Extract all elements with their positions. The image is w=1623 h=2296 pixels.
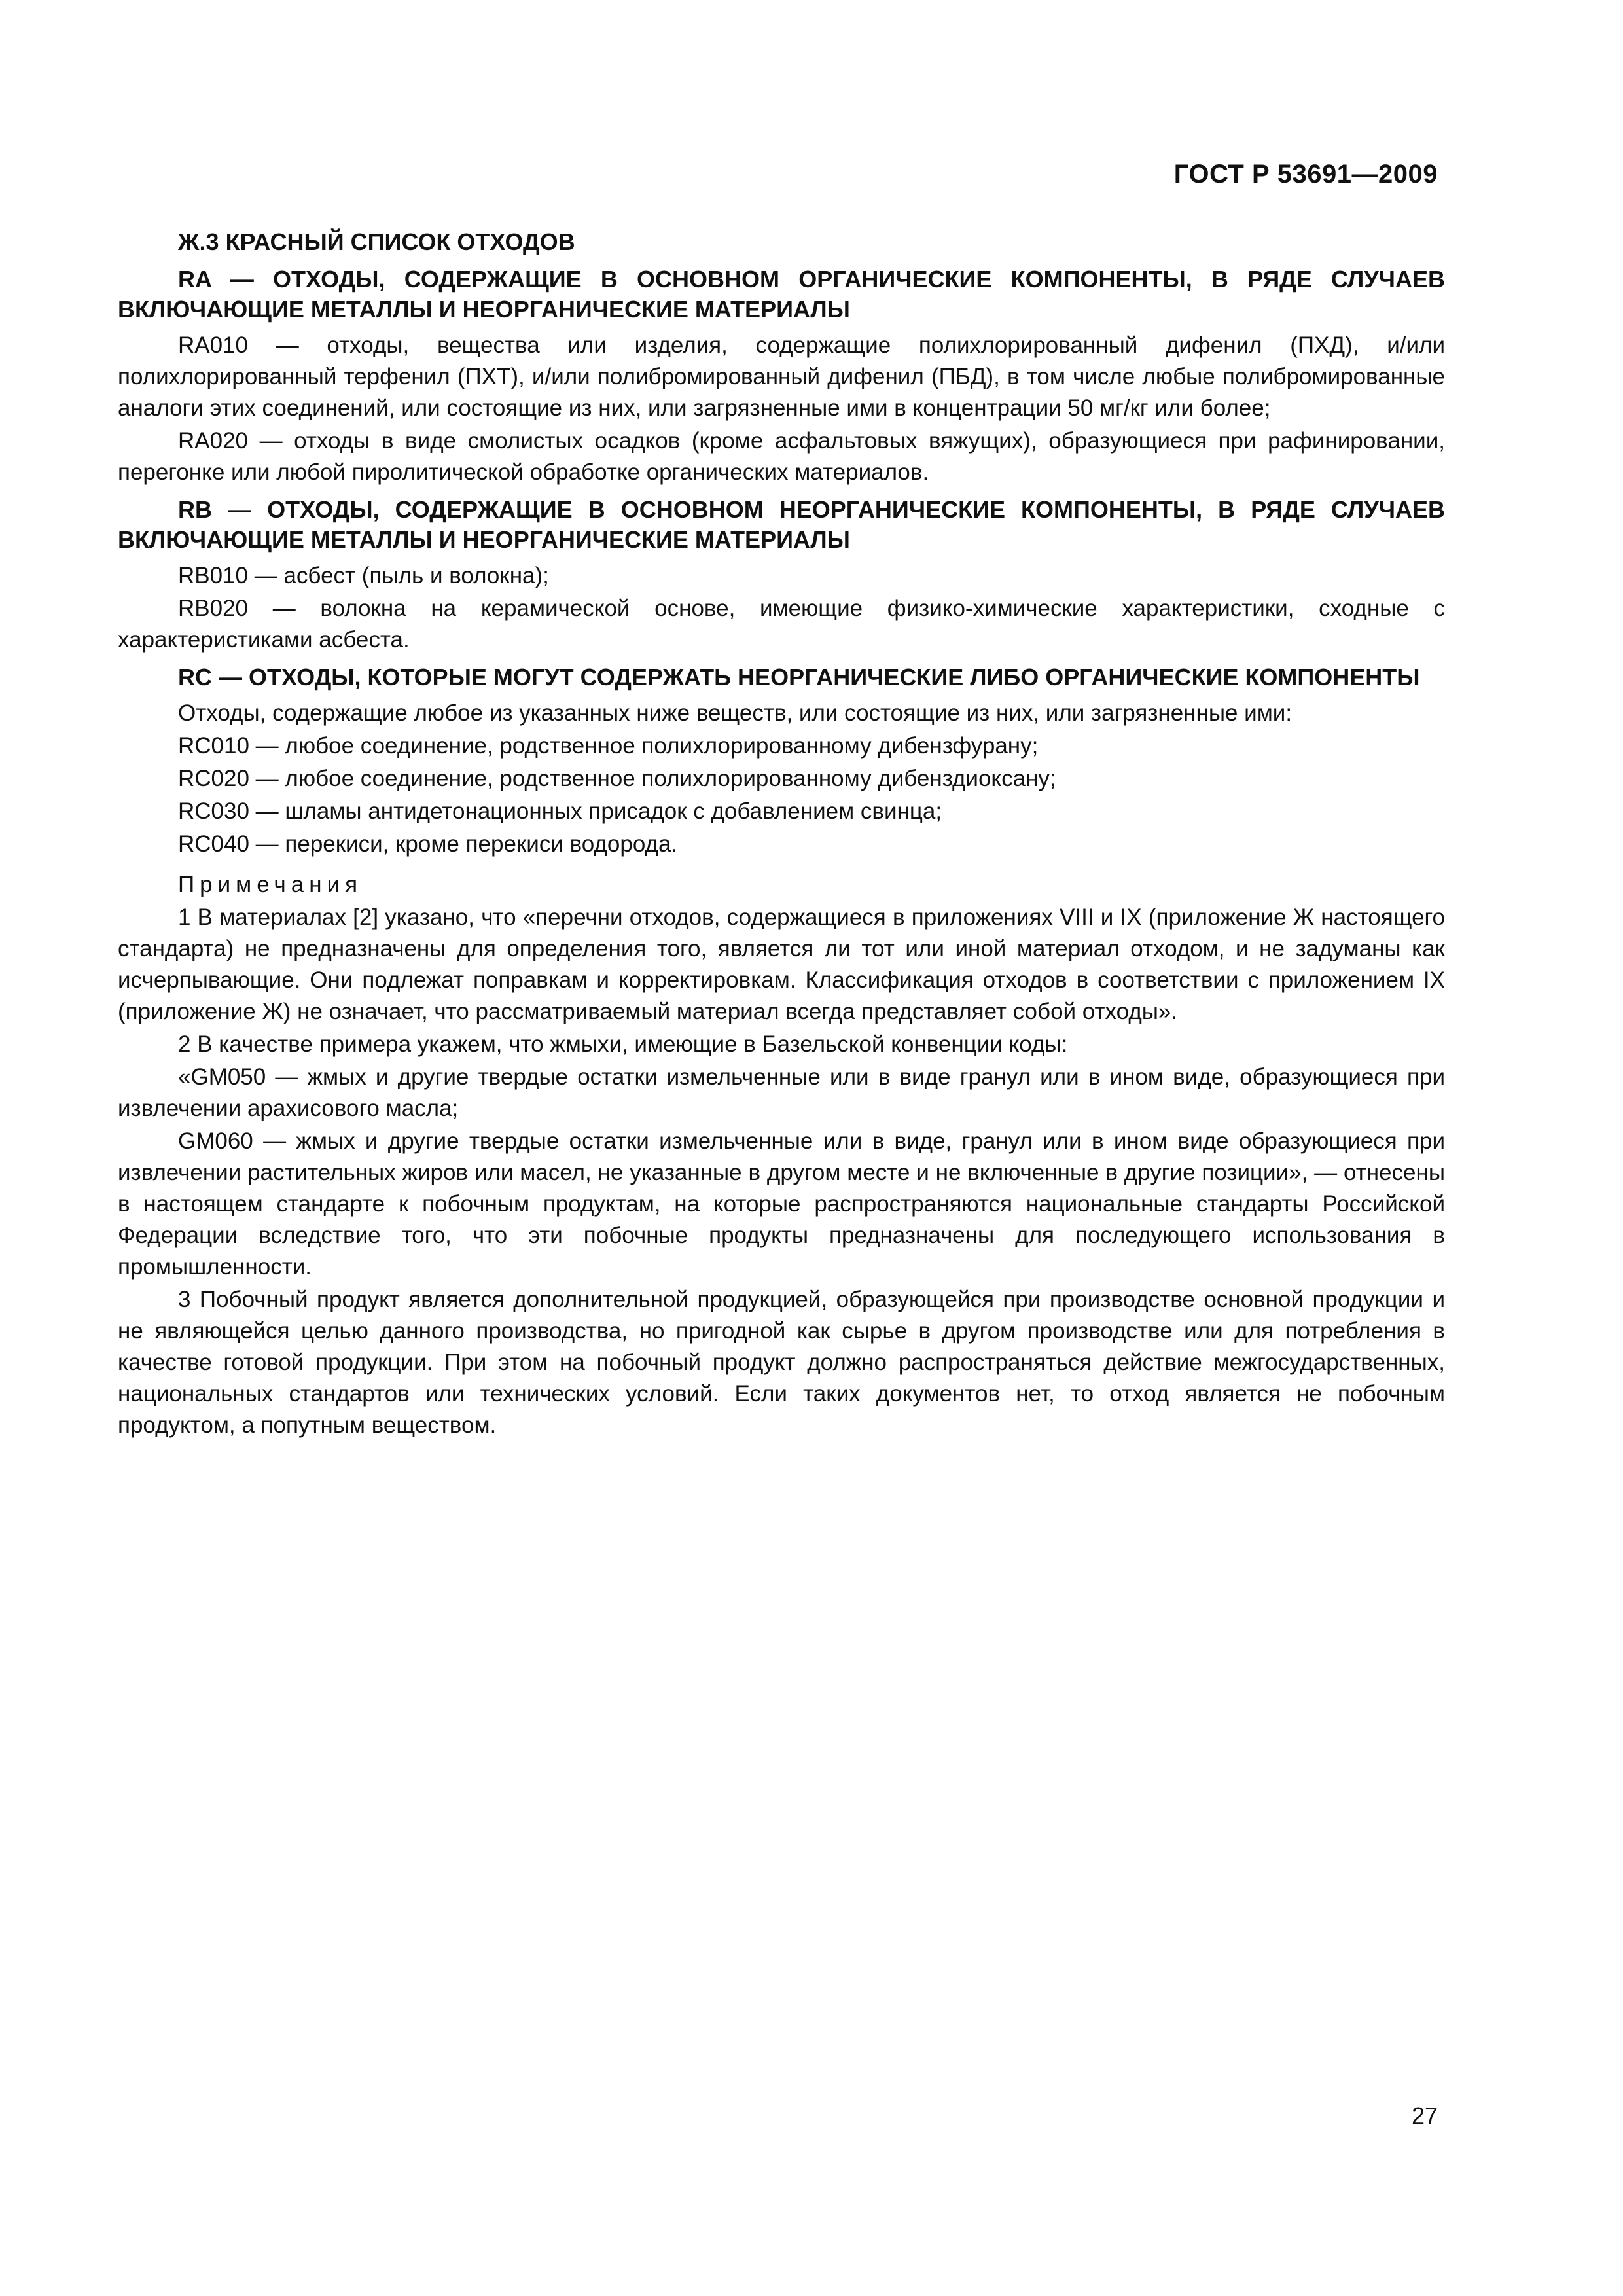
notes-title: Примечания — [178, 872, 363, 897]
note-2: 2 В качестве примера укажем, что жмыхи, имеющие в Базельской конвенции коды: — [178, 1031, 1068, 1057]
rc-intro: Отходы, содержащие любое из указанных ниже веществ, или состоящие из них, или загрязненные ими: — [178, 700, 1293, 726]
rc-heading: RC — ОТХОДЫ, КОТОРЫЕ МОГУТ СОДЕРЖАТЬ НЕОРГАНИЧЕСКИЕ ЛИБО ОРГАНИЧЕСКИЕ КОМПОНЕНТЫ — [178, 664, 1420, 691]
rc010-item: RC010 — любое соединение, родственное полихлорированному дибензфурану; — [178, 733, 1039, 759]
section-title: Ж.3 КРАСНЫЙ СПИСОК ОТХОДОВ — [178, 228, 575, 255]
document-code: ГОСТ Р 53691—2009 — [1173, 160, 1438, 188]
ra-heading: RA — ОТХОДЫ, СОДЕРЖАЩИЕ В ОСНОВНОМ ОРГАНИЧЕСКИЕ КОМПОНЕНТЫ, В РЯДЕ СЛУЧАЕВ ВКЛЮЧАЮЩИЕ МЕТАЛЛЫ И НЕОРГАНИЧЕСКИЕ МАТЕРИАЛЫ — [118, 266, 1445, 323]
rc020-item: RC020 — любое соединение, родственное полихлорированному дибенздиоксану; — [178, 766, 1056, 791]
ra010-item: RA010 — отходы, вещества или изделия, содержащие полихлорированный дифенил (ПХД), и/или полихлорированный терфенил (ПХТ), и/или полибромированный дифенил (ПБД), в том числе любые полибромированные аналоги этих соединений, или состоящие из них, или загрязненные ими в концентрации 50 мг/кг или более; — [118, 332, 1445, 421]
rb010-item: RB010 — асбест (пыль и волокна); — [178, 563, 549, 588]
note-3: 3 Побочный продукт является дополнительной продукцией, образующейся при производстве основной продукции и не являющейся целью данного производства, но пригодной как сырье в другом производстве или для потребления в качестве готовой продукции. При этом на побочный продукт должно распространяться действие межгосударственных, национальных стандартов или технических условий. Если таких документов нет, то отход является не побочным продуктом, а попутным веществом. — [118, 1287, 1445, 1438]
rb-heading: RB — ОТХОДЫ, СОДЕРЖАЩИЕ В ОСНОВНОМ НЕОРГАНИЧЕСКИЕ КОМПОНЕНТЫ, В РЯДЕ СЛУЧАЕВ ВКЛЮЧАЮЩИЕ МЕТАЛЛЫ И НЕОРГАНИЧЕСКИЕ МАТЕРИАЛЫ — [118, 496, 1445, 553]
note-1: 1 В материалах [2] указано, что «перечни отходов, содержащиеся в приложениях VIII и IX (приложение Ж настоящего стандарта) не предназначены для определения того, является ли тот или иной материал отходом, и не задуманы как исчерпывающие. Они подлежат поправкам и корректировкам. Классификация отходов в соответствии с приложением IX (приложение Ж) не означает, что рассматриваемый материал всегда представляет собой отходы». — [118, 905, 1445, 1024]
rb020-item: RB020 — волокна на керамической основе, имеющие физико-химические характеристики, сходные с характеристиками асбеста. — [118, 596, 1445, 653]
rc040-item: RC040 — перекиси, кроме перекиси водорода. — [178, 831, 678, 857]
note-2-gm050: «GM050 — жмых и другие твердые остатки измельченные или в виде гранул или в ином виде, образующиеся при извлечении арахисового масла; — [118, 1064, 1445, 1121]
page-content — [118, 226, 1445, 1443]
rc030-item: RC030 — шламы антидетонационных присадок с добавлением свинца; — [178, 798, 942, 824]
page-number: 27 — [1411, 2102, 1438, 2129]
ra020-item: RA020 — отходы в виде смолистых осадков (кроме асфальтовых вяжущих), образующиеся при рафинировании, перегонке или любой пиролитической обработке органических материалов. — [118, 428, 1445, 485]
note-2-gm060: GM060 — жмых и другие твердые остатки измельченные или в виде, гранул или в ином виде образующиеся при извлечении растительных жиров или масел, не указанные в другом месте и не включенные в другие позиции», — отнесены в настоящем стандарте к побочным продуктам, на которые распространяются национальные стандарты Российской Федерации вследствие того, что эти побочные продукты предназначены для последующего использования в промышленности. — [118, 1128, 1445, 1280]
